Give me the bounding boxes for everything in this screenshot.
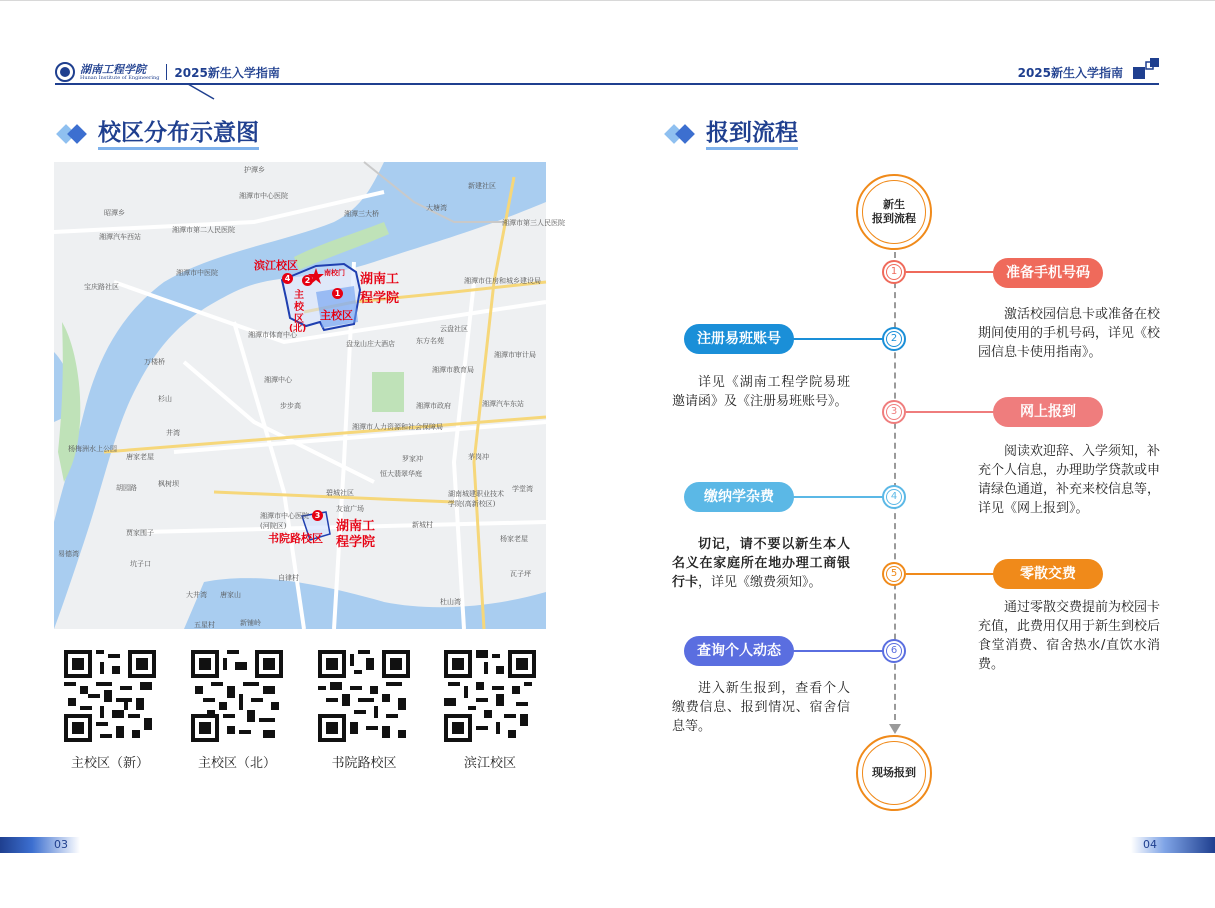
map-label: 恒大翡翠华庭	[380, 470, 422, 478]
header-title-left: 2025新生入学指南	[174, 65, 280, 80]
qr-caption-main-north: 主校区（北）	[197, 756, 276, 771]
step-connector	[906, 411, 996, 413]
map-label: 湘潭市教育局	[432, 366, 474, 374]
qr-caption-shuyuan: 书院路校区	[331, 756, 397, 771]
map-label: 护潭乡	[244, 166, 265, 174]
map-label: 宝庆路社区	[84, 283, 119, 291]
step-3-pill: 网上报到	[993, 397, 1103, 427]
step-node-4: 4	[882, 485, 906, 509]
map-label: 坑子口	[130, 560, 151, 568]
map-label: 湘潭市住房和城乡建设局	[464, 277, 541, 285]
qr-code-main-north[interactable]	[191, 650, 283, 742]
map-label: 新城村	[412, 521, 433, 529]
map-label: 万楼桥	[144, 358, 165, 366]
binjiang-campus-label: 滨江校区	[254, 259, 298, 272]
main-campus-label: 主校区	[320, 309, 353, 322]
map-label: 井湾	[166, 429, 180, 437]
map-label: 东方名苑	[416, 337, 444, 345]
school-name-label: 湖南工	[360, 272, 400, 287]
map-label: 湘潭三大桥	[344, 210, 379, 218]
step-node-6: 6	[882, 639, 906, 663]
step-node-1: 1	[882, 260, 906, 284]
section-title-campus: 校区分布示意图	[56, 120, 259, 150]
map-label: 湘潭市政府	[416, 402, 451, 410]
map-label: 云盘社区	[440, 325, 468, 333]
step-6-description: 进入新生报到，查看个人缴费信息、报到情况、宿舍信息等。	[672, 681, 850, 734]
map-label: 瓦子坪	[510, 570, 531, 578]
map-label: 湘潭市第三人民医院	[502, 219, 565, 227]
school-name-label: 湖南工	[336, 519, 376, 534]
step-4-note: ，详见《缴费须知》。	[698, 575, 822, 590]
qr-code-binjiang[interactable]	[444, 650, 536, 742]
map-label: 湘潭中心	[264, 376, 292, 384]
main-north-label: 区	[294, 314, 304, 325]
map-label: 罗家冲	[402, 455, 423, 463]
section-title-registration: 报到流程	[664, 120, 798, 150]
step-4-pill: 缴纳学杂费	[684, 482, 794, 512]
main-north-label: (北)	[289, 324, 307, 334]
qr-caption-main-new: 主校区（新）	[70, 756, 149, 771]
map-label: 湘潭市中心医院(河院区)	[260, 512, 309, 530]
map-label: 杜山湾	[440, 598, 461, 606]
map-label: 学堂湾	[512, 485, 533, 493]
qr-caption-binjiang: 滨江校区	[463, 756, 516, 771]
step-node-3: 3	[882, 400, 906, 424]
map-label: 湘潭市中医院	[176, 269, 218, 277]
map-label: 步步高	[280, 402, 301, 410]
map-pin-3: 3	[312, 510, 323, 521]
shuyuan-campus-label: 书院路校区	[268, 532, 323, 545]
map-pin-1: 1	[332, 288, 343, 299]
step-connector	[788, 650, 884, 652]
map-label: 易德湾	[58, 550, 79, 558]
map-label: 湘潭市体育中心	[248, 331, 297, 339]
map-label: 杉山	[158, 395, 172, 403]
step-4-warning: 切记，请不要以新生本人名义在家庭所在地办理工商银行卡	[672, 537, 850, 590]
step-node-2: 2	[882, 327, 906, 351]
school-name-label: 程学院	[360, 291, 400, 306]
map-label: 湘潭汽车东站	[482, 400, 524, 408]
step-3-description: 阅读欢迎辞、入学须知，补充个人信息，办理助学贷款或申请绿色通道，补充来校信息等，详见《网上报到》。	[978, 444, 1161, 516]
map-label: 唐家老屋	[126, 453, 154, 461]
map-label: 大塘湾	[426, 204, 447, 212]
map-label: 五星村	[194, 621, 215, 629]
flow-end: 现场报到	[856, 735, 932, 811]
map-label: 湘潭市审计局	[494, 351, 536, 359]
page-number-right: 04	[1131, 837, 1215, 853]
south-gate-label: 南校门	[324, 269, 345, 277]
map-label: 杨家老屋	[500, 535, 528, 543]
map-label: 茅岗冲	[468, 453, 489, 461]
step-6-pill: 查询个人动态	[684, 636, 794, 666]
map-label: 唐家山	[220, 591, 241, 599]
map-label: 湘潭市第二人民医院	[172, 226, 235, 234]
step-connector	[788, 496, 884, 498]
map-label: 自律村	[278, 574, 299, 582]
step-1-description: 激活校园信息卡或准备在校期间使用的手机号码，详见《校园信息卡使用指南》。	[978, 307, 1161, 360]
flow-arrow-icon	[889, 724, 901, 734]
logo-wordmark: 湖南工程学院 Hunan Institute of Engineering	[80, 62, 160, 81]
map-label: 枫树坝	[158, 480, 179, 488]
step-5-description: 通过零散交费提前为校园卡充值，此费用仅用于新生到校后食堂消费、宿舍热水/直饮水消费。	[978, 600, 1161, 672]
map-label: 昭潭乡	[104, 209, 125, 217]
step-node-5: 5	[882, 562, 906, 586]
map-label: 新铺岭	[240, 619, 261, 627]
step-1-pill: 准备手机号码	[993, 258, 1103, 288]
header-title-right: 2025新生入学指南	[1017, 66, 1123, 80]
map-label: 贾家围子	[126, 529, 154, 537]
step-4-description	[672, 535, 850, 592]
qr-code-main-new[interactable]	[64, 650, 156, 742]
map-label: 湘潭市人力资源和社会保障局	[352, 423, 443, 431]
map-label: 大井湾	[186, 591, 207, 599]
map-label: 胡园路	[116, 484, 137, 492]
diamond-icon	[664, 122, 700, 148]
map-label: 杨梅洲水上公园	[68, 445, 117, 453]
page-number-left: 03	[0, 837, 80, 853]
main-north-label: 校	[294, 302, 304, 313]
step-2-pill: 注册易班账号	[684, 324, 794, 354]
school-name-label: 程学院	[336, 535, 376, 550]
map-label: 湖南城建职业技术学院(高新校区)	[448, 490, 504, 508]
step-5-pill: 零散交费	[993, 559, 1103, 589]
map-label: 碧城社区	[326, 489, 354, 497]
map-label: 新建社区	[468, 182, 496, 190]
map-label: 湘潭市中心医院	[239, 192, 288, 200]
map-label: 友谊广场	[336, 505, 364, 513]
map-label: 湘潭汽车西站	[99, 233, 141, 241]
step-2-description: 详见《湖南工程学院易班邀请函》及《注册易班账号》。	[672, 375, 850, 409]
map-label: 盘龙山庄大酒店	[346, 340, 395, 348]
flow-start: 新生 报到流程	[856, 174, 932, 250]
campus-map	[54, 162, 565, 629]
header-decoration	[0, 0, 1215, 110]
diamond-icon	[56, 122, 92, 148]
main-north-label: 主	[294, 290, 304, 301]
step-connector	[906, 271, 996, 273]
map-pin-4: 4	[282, 273, 293, 284]
qr-code-shuyuan[interactable]	[318, 650, 410, 742]
step-connector	[906, 573, 996, 575]
step-connector	[788, 338, 884, 340]
map-pin-2: 2	[302, 275, 313, 286]
